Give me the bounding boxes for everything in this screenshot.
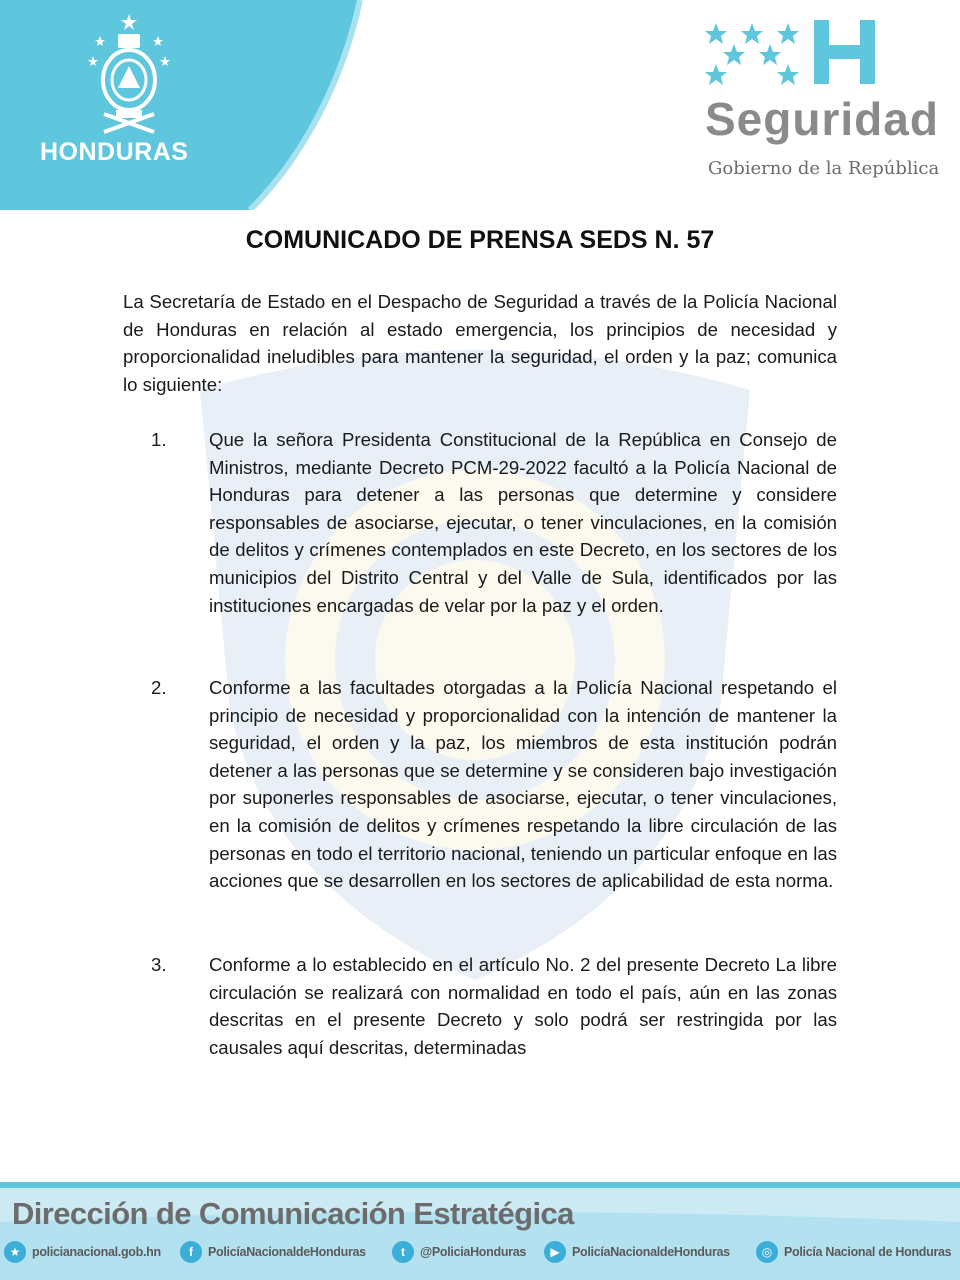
social-links: [0, 1238, 960, 1268]
ministry-subtitle: Gobierno de la República: [708, 158, 940, 179]
list-item-number: 1.: [151, 429, 167, 450]
list-item-text: Que la señora Presidenta Constitucional de la República en Consejo de Ministros, mediante Decreto PCM-29-2022 facultó a la Policía Nacional de Honduras para detener a las personas que determine y considere responsables de asociarse, ejecutar, o tener vinculaciones, en la comisión de delitos y crímenes contemplados en este Decreto, en los sectores de los municipios del Distrito Central y del Valle de Sula, identificados por las instituciones encargadas de velar por la paz y el orden.: [209, 429, 837, 616]
social-link-instagram[interactable]: ◎ Policía Nacional de Honduras: [756, 1238, 951, 1266]
social-link-twitter[interactable]: t @PoliciaHonduras: [392, 1238, 526, 1266]
social-link-youtube[interactable]: ▶ PolicíaNacionaldeHonduras: [544, 1238, 730, 1266]
list-item-text: Conforme a lo establecido en el artículo No. 2 del presente Decreto La libre circulación se realizará con normalidad en todo el país, aún en las zonas descritas en el presente Decreto y solo podrá ser restringida por las causales aquí descritas, determinadas: [209, 954, 837, 1058]
youtube-icon: ▶: [544, 1241, 566, 1263]
list-item: [123, 951, 837, 1061]
social-link-facebook[interactable]: f PolicíaNacionaldeHonduras: [180, 1238, 366, 1266]
honduras-wordmark: HONDURAS: [40, 138, 189, 166]
ministry-name: Seguridad: [705, 93, 939, 145]
list-item: [123, 674, 837, 895]
honduras-emblem-icon: [88, 14, 170, 139]
list-item: [123, 426, 837, 619]
list-item-text: Conforme a las facultades otorgadas a la Policía Nacional respetando el principio de necesidad y proporcionalidad con la intención de mantener la seguridad, el orden y la paz, los miembros de esta institución podrán detener a las personas que se determine y se consideren bajo investigación por suponerles responsables de asociarse, ejecutar, o tener vinculaciones, en la comisión de delitos y crímenes respetando la libre circulación de las personas en todo el territorio nacional, teniendo un particular enfoque en las acciones que se desarrollen en los sectores de aplicabilidad de esta norma.: [209, 677, 837, 892]
list-item-number: 3.: [151, 954, 167, 975]
seguridad-logo-icon: [700, 18, 960, 88]
header-corner-shape: [0, 0, 370, 210]
document-title: COMUNICADO DE PRENSA SEDS N. 57: [245, 226, 715, 254]
footer-title: Dirección de Comunicación Estratégica: [12, 1196, 574, 1231]
facebook-icon: f: [180, 1241, 202, 1263]
intro-paragraph: La Secretaría de Estado en el Despacho de Seguridad a través de la Policía Nacional de Honduras en relación al estado emergencia, los principios de necesidad y proporcionalidad ineludibles para mantener la seguridad, el orden y la paz; comunica lo siguiente:: [123, 291, 837, 395]
police-badge-icon: ★: [4, 1241, 26, 1263]
twitter-icon: t: [392, 1241, 414, 1263]
instagram-icon: ◎: [756, 1241, 778, 1263]
social-link-website[interactable]: ★ policianacional.gob.hn: [4, 1238, 161, 1266]
list-item-number: 2.: [151, 677, 167, 698]
